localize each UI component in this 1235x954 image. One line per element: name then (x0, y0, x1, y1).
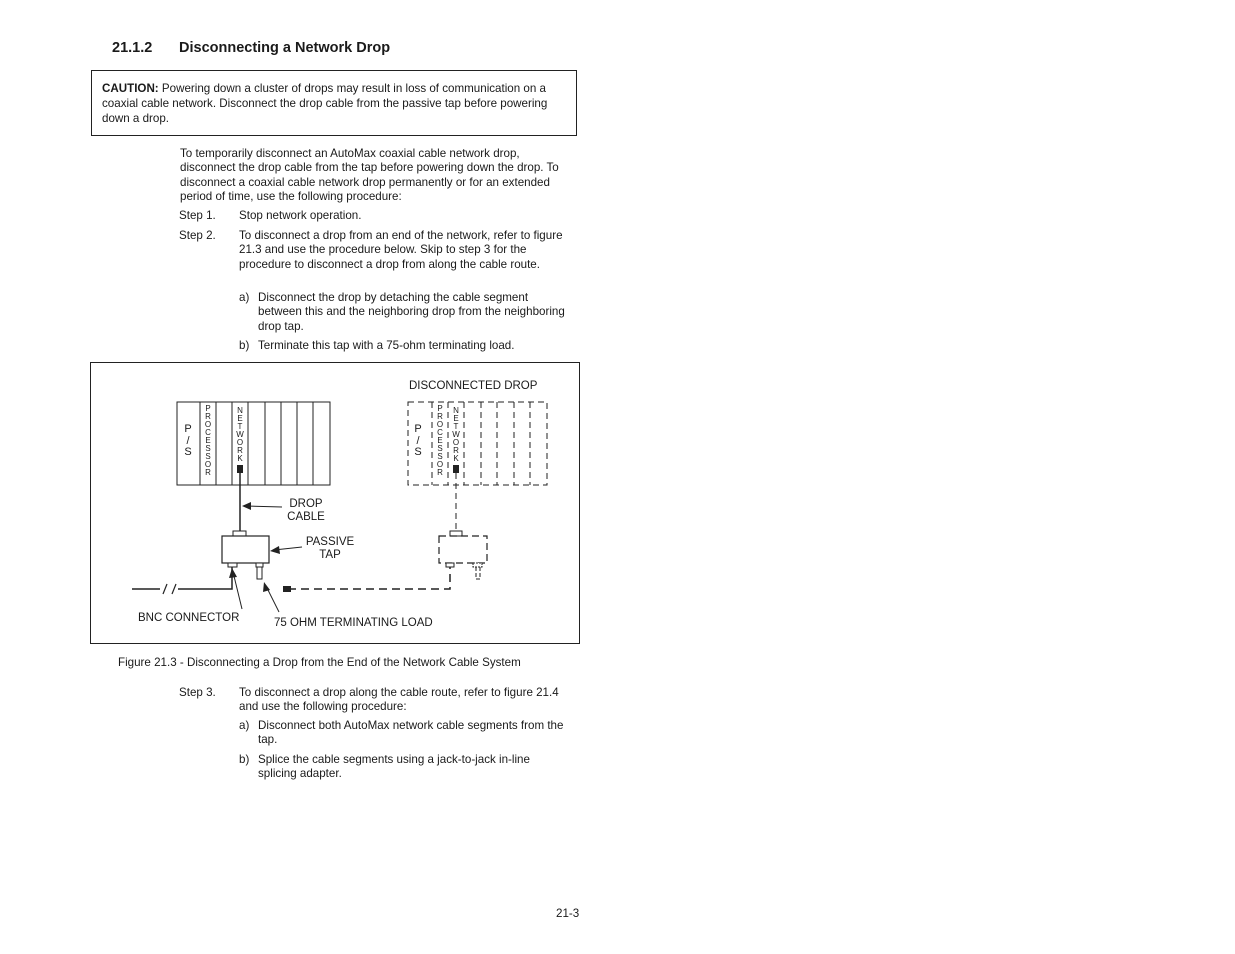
figure-box (90, 362, 580, 644)
network-letter: O (452, 438, 460, 447)
caution-box (91, 70, 577, 136)
substep-label: b) (239, 753, 250, 766)
network-letter: T (237, 422, 243, 431)
arrowhead (242, 502, 251, 510)
terminating-load-cap (256, 563, 263, 567)
network-letter: O (236, 438, 244, 447)
processor-letter: C (205, 428, 211, 437)
step-text: To disconnect a drop from an end of the network, refer to figure 21.3 and use the procedure below. Skip to step 3 for the procedure to disconnect a drop from along the cable route. (239, 229, 563, 271)
step-text: To disconnect a drop along the cable route, refer to figure 21.4 and use the following procedure: (239, 686, 559, 714)
figure-caption: Figure 21.3 - Disconnecting a Drop from the End of the Network Cable System (118, 656, 521, 669)
ps-label-p: P (184, 423, 192, 435)
substep-text: Disconnect the drop by detaching the cable segment between this and the neighboring drop from the neighboring drop tap. (258, 291, 565, 333)
processor-letter: R (205, 412, 211, 421)
disconnected-passive-tap (439, 536, 487, 563)
substep-label: b) (239, 339, 250, 352)
processor-label (205, 404, 211, 477)
substep-label: a) (239, 291, 250, 304)
passive-tap-label: TAP (319, 549, 341, 561)
passive-tap-label: PASSIVE (305, 536, 355, 548)
bnc-connector-arrow (233, 572, 242, 609)
processor-letter: E (437, 436, 443, 445)
bnc-connector (228, 563, 237, 567)
removed-cable-segment (288, 567, 450, 589)
drop-cable-arrow (246, 506, 282, 507)
network-label (236, 406, 244, 463)
network-letter: E (453, 414, 459, 423)
section-heading (112, 40, 390, 56)
network-letter: K (237, 454, 243, 463)
step-label: Step 2. (179, 229, 216, 242)
processor-letter: S (205, 444, 211, 453)
disconnected-drop-label: DISCONNECTED DROP (409, 380, 538, 392)
ps-label-p: P (414, 423, 422, 435)
network-letter: W (452, 430, 460, 439)
step-label: Step 3. (179, 686, 216, 699)
terminating-load-label: 75 OHM TERMINATING LOAD (274, 617, 433, 629)
processor-letter: S (437, 452, 443, 461)
processor-letter: R (437, 412, 443, 421)
caution-text: Powering down a cluster of drops may result in loss of communication on a coaxial cable network. Disconnect the drop cable from the passive tap before powering down a drop. (102, 82, 548, 125)
network-letter: N (453, 406, 459, 415)
processor-letter: R (437, 468, 443, 477)
network-letter: N (237, 406, 243, 415)
page-number: 21-3 (556, 907, 580, 920)
arrowhead (263, 582, 270, 592)
network-port (237, 465, 243, 473)
bnc-connector-label: BNC CONNECTOR (138, 612, 240, 624)
processor-letter: O (204, 460, 212, 469)
substep-label: a) (239, 719, 250, 732)
ps-label-s: S (184, 446, 192, 458)
processor-letter: S (205, 452, 211, 461)
processor-letter: O (204, 420, 212, 429)
network-letter: R (237, 446, 243, 455)
substep-text: Splice the cable segments using a jack-to-jack in-line splicing adapter. (258, 753, 530, 781)
section-number: 21.1.2 (112, 40, 153, 56)
processor-letter: E (205, 436, 211, 445)
terminating-load (257, 567, 262, 579)
tap-top-connector (233, 531, 246, 536)
processor-letter: R (205, 468, 211, 477)
substep-text: Disconnect both AutoMax network cable segments from the tap. (258, 719, 564, 747)
network-letter: R (453, 446, 459, 455)
step-text: Stop network operation. (239, 209, 362, 222)
intro-paragraph: To temporarily disconnect an AutoMax coaxial cable network drop, disconnect the drop cable from the tap before powering down the drop. To disconnect a coaxial cable network drop permanently or for an extended period of time, use the following procedure: (180, 147, 559, 204)
arrowhead (270, 546, 280, 554)
arrowhead (229, 568, 237, 578)
disconnected-drop-rack (408, 402, 547, 485)
network-letter: E (237, 414, 243, 423)
ps-label-slash: / (416, 435, 420, 447)
processor-letter: S (437, 444, 443, 453)
network-port (453, 465, 459, 473)
connected-drop-rack (177, 402, 330, 485)
processor-letter: P (205, 404, 211, 413)
step-label: Step 1. (179, 209, 216, 222)
drop-cable-label: DROP (289, 498, 323, 510)
cable-end (283, 586, 291, 592)
network-label (452, 406, 460, 463)
ps-label-s: S (414, 446, 422, 458)
network-letter: T (453, 422, 459, 431)
network-diagram (90, 362, 580, 644)
section-title: Disconnecting a Network Drop (179, 40, 391, 56)
processor-letter: P (437, 404, 443, 413)
tap-top-connector (450, 531, 462, 536)
processor-letter: O (436, 420, 444, 429)
ps-label-slash: / (186, 435, 190, 447)
network-letter: K (453, 454, 459, 463)
processor-letter: O (436, 460, 444, 469)
processor-letter: C (437, 428, 443, 437)
substep-text: Terminate this tap with a 75-ohm terminating load. (258, 339, 515, 352)
load-cap (473, 563, 482, 567)
passive-tap (222, 536, 269, 563)
network-cable (132, 567, 232, 589)
network-letter: W (236, 430, 244, 439)
bnc-connector (446, 563, 454, 567)
processor-label (437, 404, 443, 477)
caution-label: CAUTION: (102, 82, 159, 95)
drop-cable-label: CABLE (287, 511, 325, 523)
